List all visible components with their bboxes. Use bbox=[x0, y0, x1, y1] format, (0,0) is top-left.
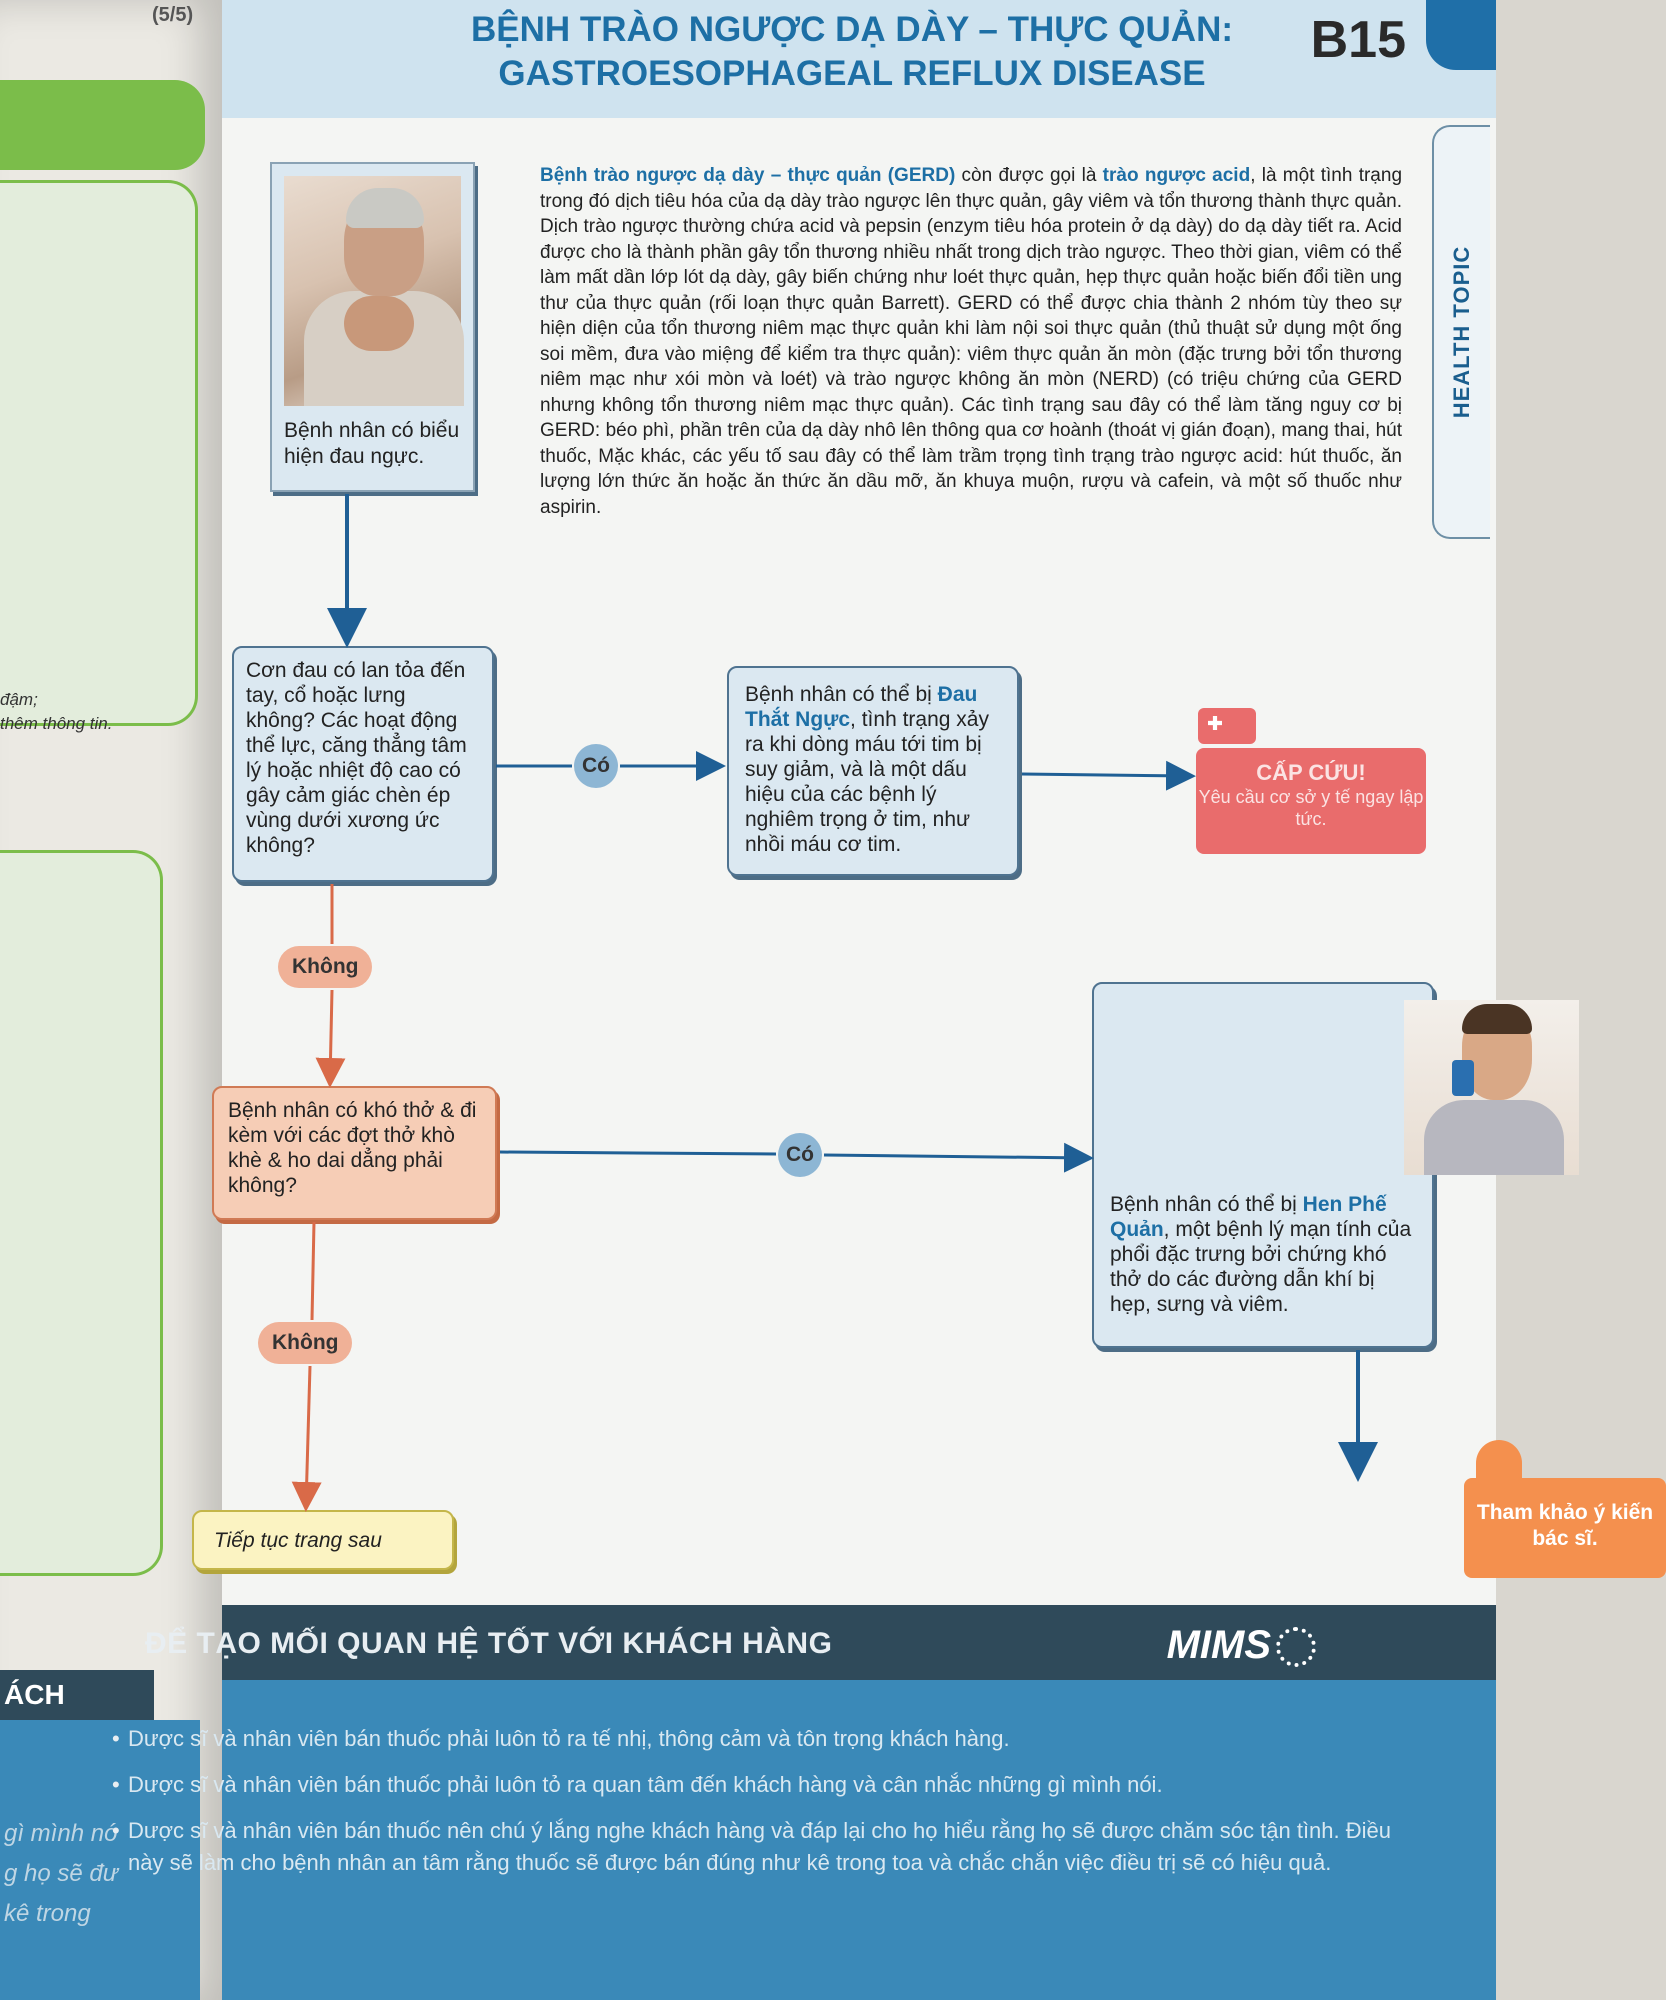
yes-label-2: Có bbox=[778, 1133, 822, 1177]
mims-logo-text: MIMS bbox=[1166, 1623, 1271, 1667]
photo-caption: Bệnh nhân có biểu hiện đau ngực. bbox=[284, 419, 460, 468]
page-title bbox=[402, 8, 1302, 96]
bullet-list bbox=[112, 1723, 1392, 1893]
intro-paragraph bbox=[540, 163, 1402, 520]
left-page bbox=[0, 0, 230, 2000]
asthma-box bbox=[1092, 982, 1434, 1348]
asthma-photo bbox=[1404, 1000, 1579, 1175]
chest-pain-photo-box bbox=[270, 162, 475, 492]
angina-text: , tình trạng xảy ra khi dòng máu tới tim bị suy giảm, và là một dấu hiệu của các bệnh lý nghiêm trọng ở tim, như nhồi máu cơ tim. bbox=[745, 708, 989, 856]
left-bottom-line: g họ sẽ đư bbox=[4, 1860, 118, 1887]
no-label-1: Không bbox=[278, 946, 372, 988]
intro-text: , là một tình trạng trong đó dịch tiêu hóa của dạ dày trào ngược lên thực quản, gây viêm và tổn thương thành thực quản. Dịch trào ngược thường chứa acid và pepsin (enzym tiêu hóa protein ở dạ dày) do dạ dày tiết ra. Acid được cho là thành phần gây tổn thương nhiều nhất trong dịch trào ngược. Theo thời gian, viêm có thể làm mất dần lớp lót dạ dày, gây biến chứng như loét thực quản, hẹp thực quản hoặc biến đổi tiền ung thư của thực quản (rối loạn thực quản Barrett). GERD có thể được chia thành 2 nhóm tùy theo sự hiện diện của tổn thương niêm mạc thực quản khi làm nội soi thực quản (thủ thuật sử dụng một ống soi mềm, đưa vào miệng để kiểm tra thực quản): viêm thực quản ăn mòn (đặc trưng bởi tổn thương niêm mạc như xói mòn và loét) và trào ngược không ăn mòn (NERD) (có triệu chứng của GERD nhưng không tổn thương niêm mạc thực quản). Các tình trạng sau đây có thể làm tăng nguy cơ bị GERD: béo phì, phần trên của dạ dày nhô lên thông qua cơ hoành (thoát vị gián đoạn), mang thai, hút thuốc, Mặc khác, các yếu tố sau đây có thể làm trầm trọng tình trạng trào ngược acid: hút thuốc, ăn lượng lớn thức ăn hoặc ăn thức ăn dầu mỡ, ăn khuya muộn, rượu và cafein, và một số thuốc như aspirin. bbox=[540, 165, 1403, 518]
chest-pain-photo bbox=[284, 176, 461, 406]
question-box-1: Cơn đau có lan tỏa đến tay, cổ hoặc lưng không? Các hoạt động thể lực, căng thẳng tâm lý hoặc nhiệt độ cao có gây cảm giác chèn ép vùng dưới xương ức không? bbox=[232, 646, 494, 882]
health-topic-tab bbox=[1432, 125, 1490, 539]
left-green-panel bbox=[0, 180, 198, 726]
left-page-text-2: thêm thông tin. bbox=[0, 714, 113, 733]
continue-box: Tiếp tục trang sau bbox=[192, 1510, 454, 1570]
angina-highlight: Đau Thắt Ngực bbox=[745, 683, 978, 731]
bullet-item: • Dược sĩ và nhân viên bán thuốc phải luôn tỏ ra tế nhị, thông cảm và tôn trọng khách hàng. bbox=[112, 1723, 1392, 1755]
doctor-box: Tham khảo ý kiến bác sĩ. bbox=[1464, 1478, 1666, 1578]
angina-box bbox=[727, 666, 1019, 876]
question-box-2: Bệnh nhân có khó thở & đi kèm với các đợt thở khò khè & ho dai dẳng phải không? bbox=[212, 1086, 497, 1220]
asthma-text: , một bệnh lý mạn tính của phổi đặc trưng bởi chứng khó thở do các đường dẫn khí bị hẹp, sưng và viêm. bbox=[1110, 1218, 1412, 1316]
emergency-text: Yêu cầu cơ sở y tế ngay lập tức. bbox=[1198, 787, 1424, 829]
mims-logo-icon bbox=[1276, 1627, 1316, 1667]
emergency-box bbox=[1196, 748, 1426, 854]
intro-highlight-acid: trào ngược acid bbox=[1102, 165, 1251, 186]
title-line-2: GASTROESOPHAGEAL REFLUX DISEASE bbox=[498, 54, 1206, 93]
left-green-band bbox=[0, 80, 205, 170]
topic-code: B15 bbox=[1310, 11, 1406, 69]
ambulance-icon bbox=[1198, 708, 1256, 744]
yes-label-1: Có bbox=[574, 744, 618, 788]
emergency-title: CẤP CỨU! bbox=[1256, 760, 1366, 785]
title-line-1: BỆNH TRÀO NGƯỢC DẠ DÀY – THỰC QUẢN: bbox=[470, 10, 1234, 49]
angina-text: Bệnh nhân có thể bị bbox=[745, 683, 938, 706]
bottom-banner-head bbox=[145, 1605, 1496, 1680]
left-bottom-line: kê trong bbox=[4, 1900, 91, 1927]
left-page-text-1: đậm; bbox=[0, 690, 38, 709]
left-page-tab: ÁCH bbox=[0, 1670, 154, 1720]
intro-text: còn được gọi là bbox=[955, 165, 1103, 186]
health-topic-label: HEALTH TOPIC bbox=[1449, 245, 1474, 419]
right-page bbox=[128, 0, 1654, 2000]
bullet-item: • Dược sĩ và nhân viên bán thuốc nên chú ý lắng nghe khách hàng và đáp lại cho họ hiểu rằng họ sẽ được chăm sóc tận tình. Điều này sẽ làm cho bệnh nhân an tâm rằng thuốc sẽ được bán đúng như kê trong toa và chắc chắn việc điều trị sẽ có hiệu quả. bbox=[112, 1815, 1392, 1879]
intro-highlight-gerd: Bệnh trào ngược dạ dày – thực quản (GERD) bbox=[540, 165, 956, 186]
bottom-banner bbox=[128, 1605, 1496, 2000]
left-green-panel-2 bbox=[0, 850, 163, 1576]
left-bottom-line: gì mình nó bbox=[4, 1820, 118, 1847]
bottom-title: ĐỂ TẠO MỐI QUAN HỆ TỐT VỚI KHÁCH HÀNG bbox=[145, 1627, 833, 1660]
no-label-2: Không bbox=[258, 1322, 352, 1364]
bullet-item: • Dược sĩ và nhân viên bán thuốc phải luôn tỏ ra quan tâm đến khách hàng và cân nhắc những gì mình nói. bbox=[112, 1769, 1392, 1801]
asthma-highlight: Hen Phế Quản bbox=[1110, 1193, 1387, 1241]
page-counter: (5/5) bbox=[152, 4, 194, 26]
asthma-text: Bệnh nhân có thể bị bbox=[1110, 1193, 1303, 1216]
header-blue-tab bbox=[1426, 0, 1496, 70]
